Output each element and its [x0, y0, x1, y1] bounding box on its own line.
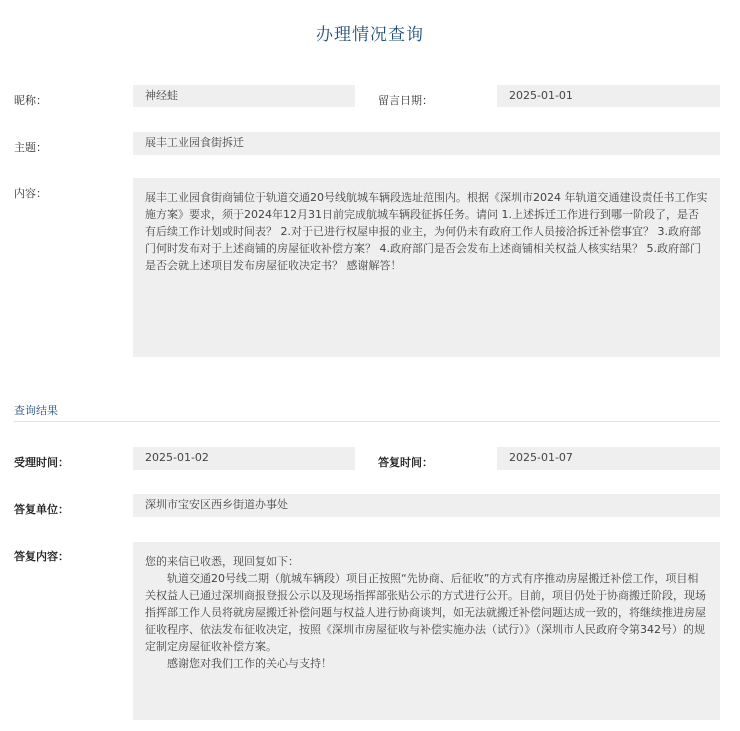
- nickname-label: 昵称：: [14, 94, 47, 107]
- reply-content-field: [133, 542, 720, 720]
- subject-label: 主题：: [14, 141, 47, 154]
- content-field: 展丰工业园食街商铺位于轨道交通20号线航城车辆段选址范围内。根据《深圳市2024 年轨道交通建设责任书工作实施方案》要求，须于2024年12月31日前完成航城车辆段征拆任务。请问 1.上述拆迁工作进行到哪一阶段了，是否有后续工作计划或时间表？ 2.对于已进行权屋申报的业主，为何仍未有政府工作人员接洽拆迁补偿事宜？ 3.政府部门何时发布对于上述商铺的房屋征收补偿方案？ 4.政府部门是否会发布上述商铺相关权益人核实结果？ 5.政府部门是否会就上述项目发布房屋征收决定书？ 感谢解答！: [133, 178, 720, 357]
- reply-content-label: 答复内容：: [14, 550, 69, 563]
- accept-time-label: 受理时间：: [14, 456, 69, 469]
- nickname-field: 神经蛙: [133, 85, 355, 107]
- reply-greeting: 您的来信已收悉，现回复如下：: [145, 555, 299, 568]
- accept-time-field: 2025-01-02: [133, 447, 355, 470]
- section-divider: [14, 421, 720, 422]
- result-section-title: 查询结果: [14, 404, 58, 417]
- content-label: 内容：: [14, 187, 47, 200]
- reply-body: 轨道交通20号线二期（航城车辆段）项目正按照“先协商、后征收”的方式有序推动房屋搬迁补偿工作，项目相关权益人已通过深圳商报登报公示以及现场指挥部张贴公示的方式进行公开。目前，项目仍处于协商搬迁阶段，现场指挥部工作人员将就房屋搬迁补偿问题与权益人进行协商谈判，如无法就搬迁补偿问题达成一致的，将继续推进房屋征收程序、依法发布征收决定，按照《深圳市房屋征收与补偿实施办法（试行）》（深圳市人民政府令第342号）的规定制定房屋征收补偿方案。: [145, 572, 706, 653]
- reply-closing: 感谢您对我们工作的关心与支持！: [167, 657, 332, 670]
- reply-time-field: 2025-01-07: [497, 447, 720, 470]
- reply-unit-label: 答复单位：: [14, 503, 69, 516]
- message-date-field: 2025-01-01: [497, 85, 720, 107]
- subject-field: 展丰工业园食街拆迁: [133, 132, 720, 155]
- reply-time-label: 答复时间：: [378, 456, 433, 469]
- reply-unit-field: 深圳市宝安区西乡街道办事处: [133, 494, 720, 517]
- message-date-label: 留言日期：: [378, 94, 433, 107]
- page-title: 办理情况查询: [316, 25, 424, 45]
